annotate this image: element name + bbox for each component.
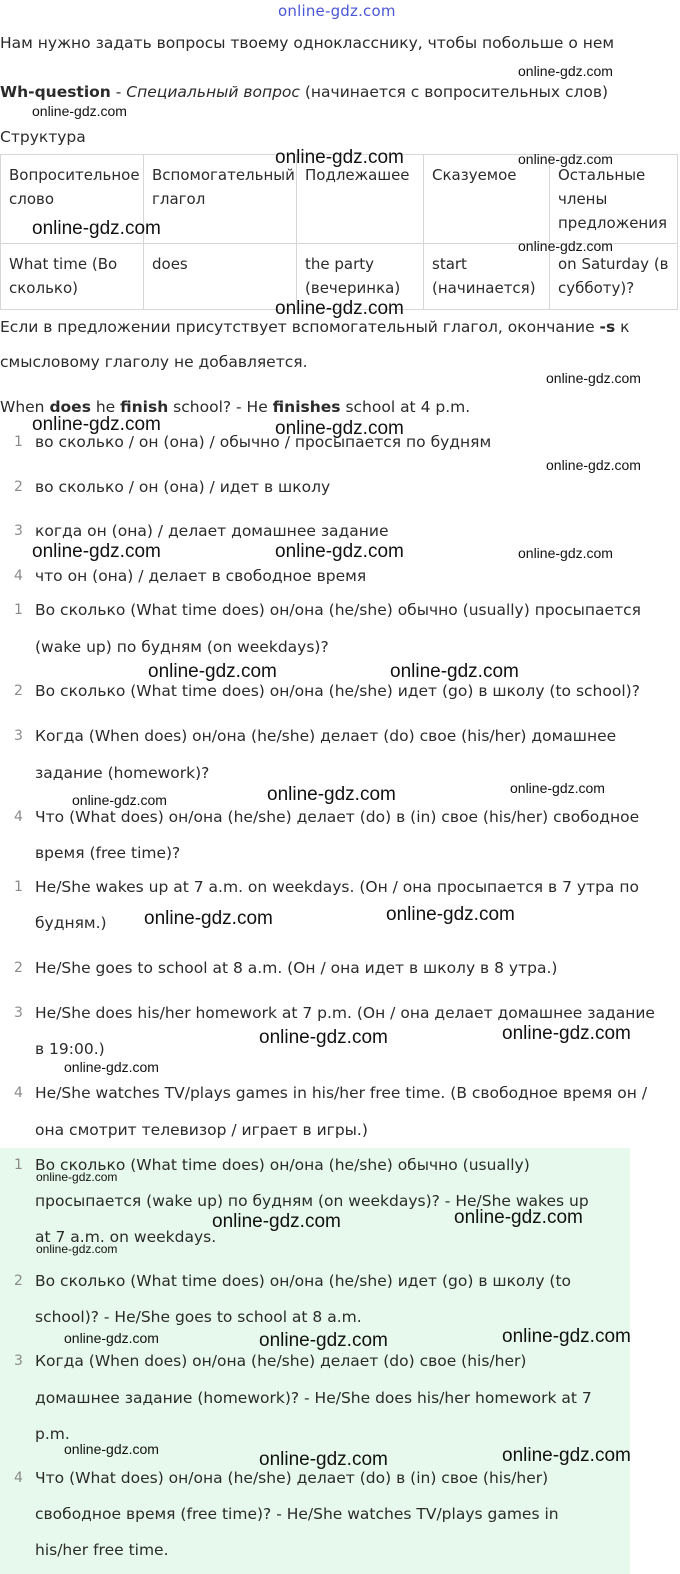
list-item: He/She watches TV/plays games in his/her free time. (В свободное время он / <box>35 1084 648 1102</box>
example-text: When <box>0 398 50 416</box>
example-bold: finishes <box>272 398 341 416</box>
rule-term: Wh-question <box>0 83 111 101</box>
watermark: online-gdz.com <box>72 792 167 808</box>
watermark: online-gdz.com <box>36 1170 118 1184</box>
list-number: 3 <box>14 728 23 744</box>
table-header-cell: Сказуемое <box>424 155 550 244</box>
watermark: online-gdz.com <box>32 218 161 239</box>
watermark: online-gdz.com <box>259 1330 388 1351</box>
table-cell: start (начинается) <box>424 244 550 310</box>
example-text: school at 4 p.m. <box>340 398 471 416</box>
table-cell: does <box>144 244 297 310</box>
list-item-cont: домашнее задание (homework)? - He/She does his/her homework at 7 <box>35 1389 592 1407</box>
list-item: Когда (When does) он/она (he/she) делает (do) свое (his/her) домашнее <box>35 727 617 745</box>
list-item: He/She wakes up at 7 a.m. on weekdays. (Он / она просыпается в 7 утра по <box>35 878 639 896</box>
watermark: online-gdz.com <box>148 661 277 682</box>
watermark: online-gdz.com <box>386 904 515 925</box>
list-number: 4 <box>14 809 23 825</box>
watermark: online-gdz.com <box>267 784 396 805</box>
list-item-cont: будням.) <box>35 914 107 932</box>
list-item-cont: задание (homework)? <box>35 764 210 782</box>
list-item: Когда (When does) он/она (he/she) делает (do) свое (his/her) <box>35 1352 527 1370</box>
list-item: во сколько / он (она) / обычно / просыпается по будням <box>35 433 492 451</box>
list-number: 4 <box>14 1470 23 1486</box>
list-item-cont: время (free time)? <box>35 844 181 862</box>
watermark: online-gdz.com <box>518 151 613 167</box>
table-cell: the party (вечеринка) <box>297 244 424 310</box>
note-line-1 <box>0 318 630 336</box>
watermark: online-gdz.com <box>502 1023 631 1044</box>
list-item-cont: она смотрит телевизор / играет в игры.) <box>35 1121 368 1139</box>
watermark: online-gdz.com <box>502 1326 631 1347</box>
rule-rest: (начинается с вопросительных слов) <box>299 83 609 101</box>
watermark: online-gdz.com <box>502 1445 631 1466</box>
watermark: online-gdz.com <box>546 457 641 473</box>
list-number: 2 <box>14 479 23 495</box>
table-header-cell: Вспомогательный глагол <box>144 155 297 244</box>
watermark: online-gdz.com <box>390 661 519 682</box>
rule-line <box>0 83 608 101</box>
intro-text: Нам нужно задать вопросы твоему однокласснику, чтобы побольше о нем <box>0 34 615 52</box>
list-item-cont: в 19:00.) <box>35 1040 105 1058</box>
list-number: 4 <box>14 1085 23 1101</box>
list-number: 1 <box>14 602 23 618</box>
list-item-cont: school)? - He/She goes to school at 8 a.m. <box>35 1308 362 1326</box>
watermark: online-gdz.com <box>64 1330 159 1346</box>
example-bold: does <box>49 398 91 416</box>
table-header-cell: Остальные члены предложения <box>550 155 678 244</box>
example-bold: finish <box>120 398 169 416</box>
list-item: Во сколько (What time does) он/она (he/she) идет (go) в школу (to <box>35 1272 572 1290</box>
list-number: 4 <box>14 568 23 584</box>
list-number: 3 <box>14 523 23 539</box>
list-item: Во сколько (What time does) он/она (he/she) идет (go) в школу (to school)? <box>35 682 640 700</box>
list-item: что он (она) / делает в свободное время <box>35 567 367 585</box>
watermark: online-gdz.com <box>64 1059 159 1075</box>
list-item-cont: p.m. <box>35 1425 70 1443</box>
list-item: Во сколько (What time does) он/она (he/she) обычно (usually) просыпается <box>35 601 641 619</box>
list-item-cont: свободное время (free time)? - He/She watches TV/plays games in <box>35 1505 559 1523</box>
list-item: Что (What does) он/она (he/she) делает (do) в (in) свое (his/her) свободное <box>35 808 640 826</box>
watermark: online-gdz.com <box>510 780 605 796</box>
structure-label: Структура <box>0 128 86 146</box>
note-suffix: -s <box>599 318 616 336</box>
table-cell: What time (Во сколько) <box>1 244 144 310</box>
watermark: online-gdz.com <box>212 1211 341 1232</box>
table-cell: on Saturday (в субботу)? <box>550 244 678 310</box>
list-item-cont: his/her free time. <box>35 1541 169 1559</box>
note-line-2: смысловому глаголу не добавляется. <box>0 353 308 371</box>
watermark: online-gdz.com <box>36 1242 118 1256</box>
example-text: he <box>90 398 121 416</box>
list-number: 1 <box>14 1157 23 1173</box>
note-text: Если в предложении присутствует вспомогательный глагол, окончание <box>0 318 600 336</box>
list-item: He/She goes to school at 8 a.m. (Он / она идет в школу в 8 утра.) <box>35 959 558 977</box>
list-item-cont: at 7 a.m. on weekdays. <box>35 1228 217 1246</box>
list-number: 2 <box>14 960 23 976</box>
watermark: online-gdz.com <box>518 63 613 79</box>
table-header-cell: Вопросительное слово <box>1 155 144 244</box>
list-item: во сколько / он (она) / идет в школу <box>35 478 331 496</box>
list-item: когда он (она) / делает домашнее задание <box>35 522 389 540</box>
site-logo[interactable]: online-gdz.com <box>278 2 396 20</box>
list-number: 1 <box>14 879 23 895</box>
watermark: online-gdz.com <box>275 147 404 168</box>
watermark: online-gdz.com <box>518 545 613 561</box>
list-item-cont: (wake up) по будням (on weekdays)? <box>35 638 329 656</box>
watermark: online-gdz.com <box>32 541 161 562</box>
watermark: online-gdz.com <box>259 1027 388 1048</box>
list-number: 2 <box>14 1273 23 1289</box>
note-text-end: к <box>615 318 630 336</box>
table-header-cell: Подлежашее <box>297 155 424 244</box>
watermark: online-gdz.com <box>275 418 404 439</box>
watermark: online-gdz.com <box>546 370 641 386</box>
list-item: Что (What does) он/она (he/she) делает (do) в (in) свое (his/her) <box>35 1469 549 1487</box>
watermark: online-gdz.com <box>275 298 404 319</box>
watermark: online-gdz.com <box>32 414 161 435</box>
watermark: online-gdz.com <box>64 1441 159 1457</box>
list-number: 1 <box>14 434 23 450</box>
list-item: He/She does his/her homework at 7 p.m. (Он / она делает домашнее задание <box>35 1004 655 1022</box>
list-item-cont: просыпается (wake up) по будням (on weekdays)? - He/She wakes up <box>35 1192 589 1210</box>
watermark: online-gdz.com <box>275 541 404 562</box>
list-number: 2 <box>14 683 23 699</box>
list-number: 3 <box>14 1353 23 1369</box>
list-number: 3 <box>14 1005 23 1021</box>
rule-term-ru: Специальный вопрос <box>126 83 300 101</box>
watermark: online-gdz.com <box>144 908 273 929</box>
watermark: online-gdz.com <box>32 103 127 119</box>
list-item: Во сколько (What time does) он/она (he/she) обычно (usually) <box>35 1156 530 1174</box>
watermark: online-gdz.com <box>259 1449 388 1470</box>
example-text: school? - He <box>168 398 273 416</box>
watermark: online-gdz.com <box>518 238 613 254</box>
watermark: online-gdz.com <box>454 1207 583 1228</box>
rule-dash: - <box>110 83 127 101</box>
